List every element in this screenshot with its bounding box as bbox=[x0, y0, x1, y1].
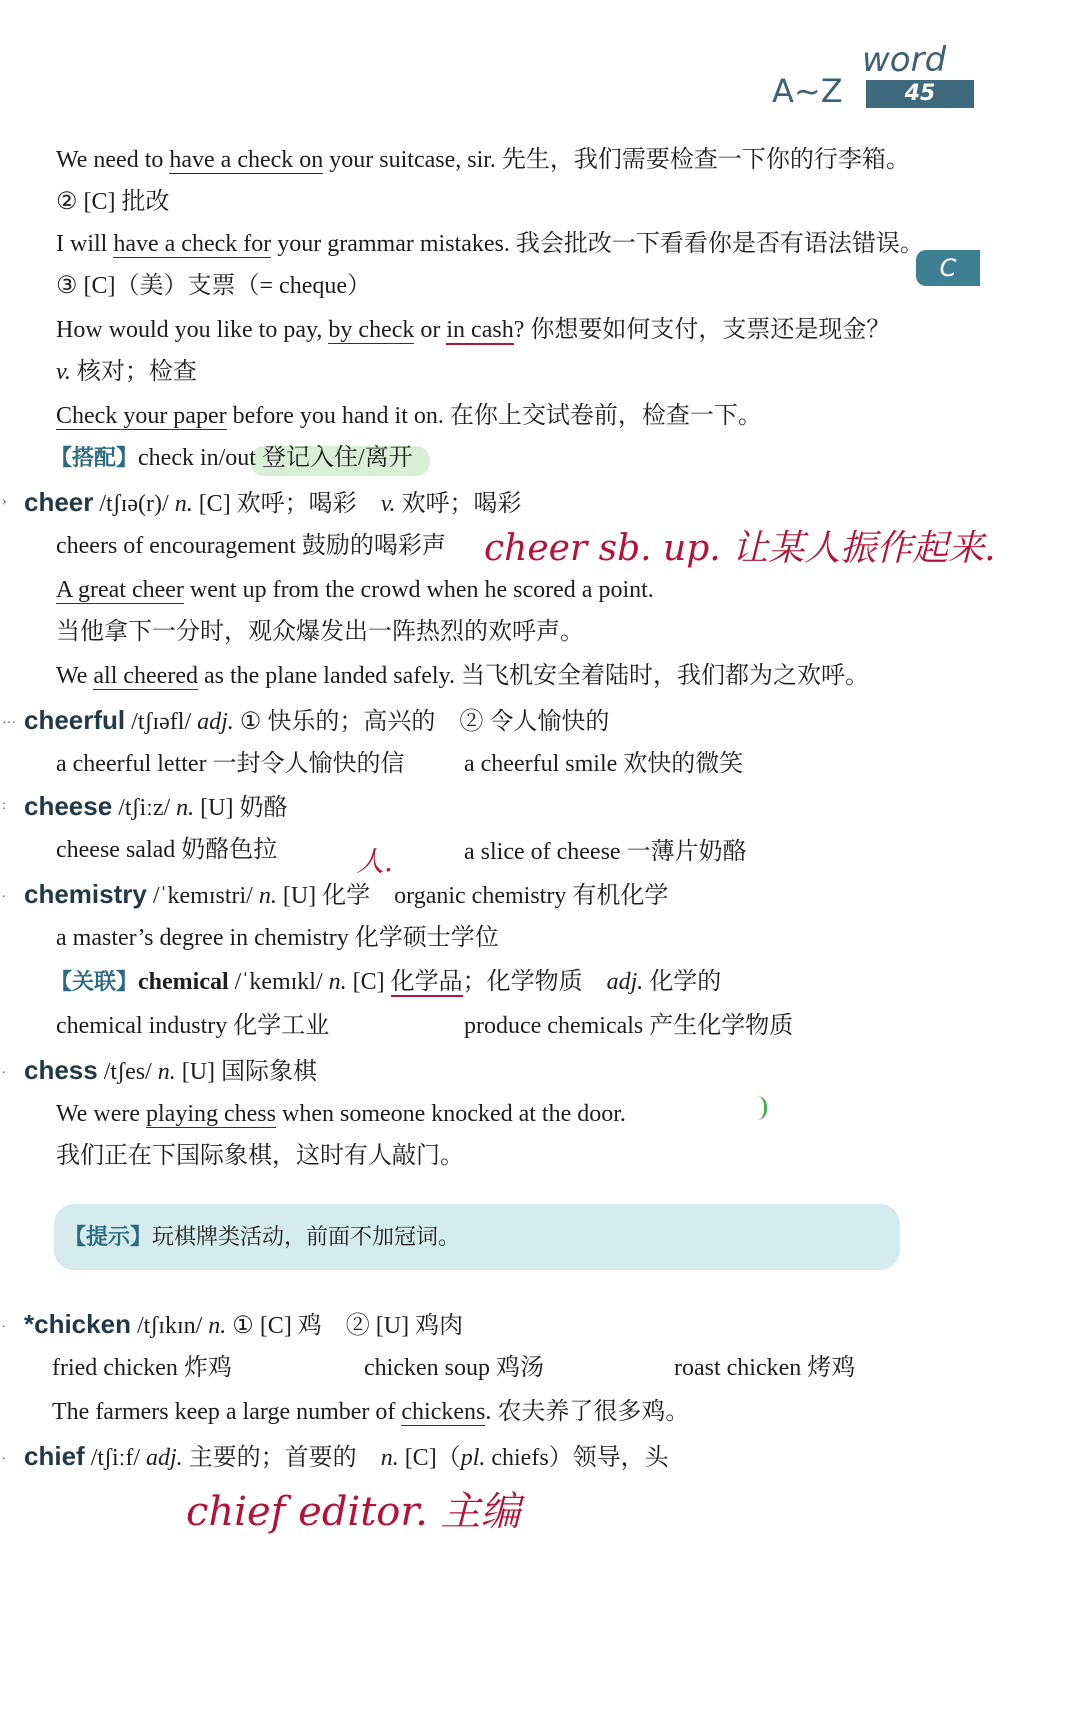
entry-cheerful: cheerful /tʃɪəfl/ adj. ① 快乐的；高兴的 ② 令人愉快的 bbox=[24, 705, 610, 735]
example-line: We need to have a check on your suitcase, sir. 先生，我们需要检查一下你的行李箱。 bbox=[56, 147, 910, 173]
sense-line: ② [C] 批改 bbox=[56, 189, 170, 215]
collocation-line: 【搭配】check in/out 登记入住/离开 bbox=[50, 445, 413, 471]
entry-chemistry: chemistry /ˈkemɪstri/ n. [U] 化学 organic chemistry 有机化学 bbox=[24, 879, 669, 909]
example-line: A great cheer went up from the crowd when he scored a point. bbox=[56, 577, 654, 603]
highlighter-mark bbox=[754, 1096, 767, 1120]
page-number: 45 bbox=[904, 81, 936, 106]
handwritten-note: chief editor. 主编 bbox=[186, 1489, 521, 1535]
header-range-label: A~Z bbox=[772, 72, 843, 110]
handwritten-note: cheer sb. up. 让某人振作起来. bbox=[484, 528, 996, 569]
tip-text-line: 【提示】玩棋牌类活动，前面不加冠词。 bbox=[64, 1224, 461, 1250]
example-phrase: chicken soup 鸡汤 bbox=[364, 1355, 544, 1381]
entry-chicken: *chicken /tʃɪkɪn/ n. ① [C] 鸡 ② [U] 鸡肉 bbox=[24, 1309, 464, 1339]
entry-chief: chief /tʃiːf/ adj. 主要的；首要的 n. [C]（pl. chiefs）领导，头 bbox=[24, 1441, 669, 1471]
related-line: 【关联】chemical /ˈkemɪkl/ n. [C] 化学品；化学物质 adj. 化学的 bbox=[50, 969, 722, 995]
example-line: How would you like to pay, by check or in cash? 你想要如何支付，支票还是现金？ bbox=[56, 317, 891, 343]
example-phrase: produce chemicals 产生化学物质 bbox=[464, 1013, 794, 1039]
example-line: cheers of encouragement 鼓励的喝彩声 bbox=[56, 533, 446, 559]
example-phrase: chemical industry 化学工业 bbox=[56, 1013, 330, 1039]
example-line: We were playing chess when someone knocked at the door. bbox=[56, 1101, 626, 1127]
example-phrase: fried chicken 炸鸡 bbox=[52, 1355, 232, 1381]
entry-cheer: cheer /tʃɪə(r)/ n. [C] 欢呼；喝彩 v. 欢呼；喝彩 bbox=[24, 487, 522, 517]
entry-cheese: cheese /tʃiːz/ n. [U] 奶酪 bbox=[24, 791, 288, 821]
example-line: We all cheered as the plane landed safely. 当飞机安全着陆时，我们都为之欢呼。 bbox=[56, 663, 869, 689]
handwritten-note: 人. bbox=[356, 845, 393, 878]
entry-chess: chess /tʃes/ n. [U] 国际象棋 bbox=[24, 1055, 318, 1085]
tip-box bbox=[54, 1204, 900, 1270]
example-line: Check your paper before you hand it on. 在你上交试卷前，检查一下。 bbox=[56, 403, 762, 429]
side-tab[interactable] bbox=[916, 250, 980, 286]
example-phrase: a cheerful letter 一封令人愉快的信 bbox=[56, 751, 405, 777]
example-phrase: a slice of cheese 一薄片奶酪 bbox=[464, 839, 747, 865]
example-phrase: a master’s degree in chemistry 化学硕士学位 bbox=[56, 925, 499, 951]
example-line: The farmers keep a large number of chickens. 农夫养了很多鸡。 bbox=[52, 1399, 690, 1425]
side-tab-letter: C bbox=[939, 254, 957, 282]
translation-line: 当他拿下一分时，观众爆发出一阵热烈的欢呼声。 bbox=[56, 619, 584, 645]
example-line: I will have a check for your grammar mistakes. 我会批改一下看看你是否有语法错误。 bbox=[56, 231, 924, 257]
example-phrase: a cheerful smile 欢快的微笑 bbox=[464, 751, 744, 777]
sense-line: ③ [C]（美）支票（= cheque） bbox=[56, 273, 371, 299]
example-phrase: cheese salad 奶酪色拉 bbox=[56, 837, 278, 863]
example-phrase: roast chicken 烤鸡 bbox=[674, 1355, 856, 1381]
page-number-box bbox=[866, 80, 974, 108]
sense-line: v. 核对；检查 bbox=[56, 359, 197, 385]
header-word-label: word bbox=[862, 40, 947, 80]
translation-line: 我们正在下国际象棋，这时有人敲门。 bbox=[56, 1143, 464, 1169]
